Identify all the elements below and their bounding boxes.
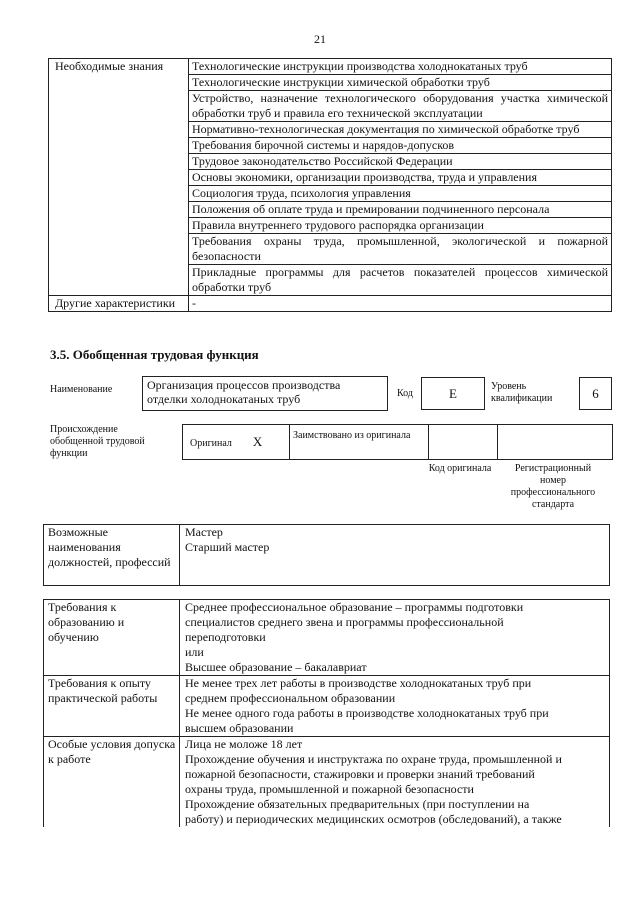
experience-label: Требования к опыту практической работы [44, 676, 180, 737]
requirement-line: Прохождение обучения и инструктажа по охране труда, промышленной и [185, 752, 562, 766]
borrowed-label: Заимствовано из оригинала [290, 425, 429, 460]
table-row [44, 676, 610, 737]
conditions-label: Особые условия допуска к работе [44, 737, 180, 828]
origin-original-cell [183, 425, 290, 460]
requirement-line: специалистов среднего звена и программы профессиональной [185, 615, 504, 629]
knowledge-item: Технологические инструкции производства холоднокатаных труб [189, 59, 612, 75]
education-label: Требования к образованию и обучению [44, 600, 180, 676]
knowledge-item: Трудовое законодательство Российской Федерации [189, 154, 612, 170]
section-title: 3.5. Обобщенная трудовая функция [50, 347, 259, 362]
education-value [180, 600, 610, 676]
requirement-line: Среднее профессиональное образование – программы подготовки [185, 600, 524, 614]
knowledge-item: Нормативно-технологическая документация по химической обработке труб [189, 122, 612, 138]
page-number: 21 [314, 32, 326, 46]
code-value: E [421, 377, 485, 410]
knowledge-label: Необходимые знания [49, 59, 189, 296]
requirement-line: Лица не моложе 18 лет [185, 737, 303, 751]
positions-values [180, 525, 610, 586]
other-label: Другие характеристики [49, 296, 189, 312]
requirement-line: или [185, 645, 204, 659]
position-name: Мастер [185, 525, 223, 539]
conditions-value [180, 737, 610, 828]
requirement-line: высшем образовании [185, 721, 294, 735]
knowledge-item: Технологические инструкции химической обработки труб [189, 75, 612, 91]
code-original-cell [429, 425, 498, 460]
original-mark: X [252, 434, 263, 449]
table-row [49, 296, 612, 312]
table-row [49, 59, 612, 75]
code-original-caption: Код оригинала [428, 463, 492, 474]
name-value: Организация процессов производства отделки холоднокатаных труб [142, 376, 388, 411]
level-value: 6 [579, 377, 612, 410]
knowledge-item: Основы экономики, организации производства, труда и управления [189, 170, 612, 186]
experience-value [180, 676, 610, 737]
knowledge-item: Требования бирочной системы и нарядов-допусков [189, 138, 612, 154]
table-row [44, 737, 610, 828]
original-label: Оригинал [190, 438, 232, 449]
requirement-line: среднем профессиональном образовании [185, 691, 396, 705]
name-label: Наименование [50, 384, 113, 395]
knowledge-item: Прикладные программы для расчетов показателей процессов химической обработки труб [189, 265, 612, 296]
requirement-line: Высшее образование – бакалавриат [185, 660, 367, 674]
origin-label: Происхождение обобщенной трудовой функции [50, 424, 145, 459]
table-row [44, 600, 610, 676]
level-label: Уровень квалификации [491, 381, 553, 404]
knowledge-item: Требования охраны труда, промышленной, экологической и пожарной безопасности [189, 234, 612, 265]
requirement-line: переподготовки [185, 630, 266, 644]
reg-number-cell [498, 425, 613, 460]
table-row [44, 525, 610, 586]
knowledge-item: Социология труда, психология управления [189, 186, 612, 202]
requirement-line: охраны труда, промышленной и пожарной безопасности [185, 782, 474, 796]
reg-number-caption: Регистрационный номер профессионального стандарта [510, 463, 596, 510]
requirement-line: пожарной безопасности, стажировки и проверки знаний требований [185, 767, 535, 781]
requirement-line: работу) и периодических медицинских осмотров (обследований), а также [185, 812, 562, 826]
table-row [183, 425, 613, 460]
positions-label: Возможные наименования должностей, профессий [44, 525, 180, 586]
origin-table [182, 424, 613, 460]
knowledge-table [48, 58, 612, 312]
knowledge-item: Положения об оплате труда и премировании подчиненного персонала [189, 202, 612, 218]
code-label: Код [397, 388, 413, 399]
knowledge-item: Устройство, назначение технологического оборудования участка химической обработки труб и правила его технической эксплуатации [189, 91, 612, 122]
position-name: Старший мастер [185, 540, 270, 554]
requirement-line: Не менее одного года работы в производстве холоднокатаных труб при [185, 706, 549, 720]
requirements-table [43, 599, 610, 827]
positions-table [43, 524, 610, 586]
requirement-line: Прохождение обязательных предварительных (при поступлении на [185, 797, 530, 811]
requirement-line: Не менее трех лет работы в производстве холоднокатаных труб при [185, 676, 532, 690]
other-value: - [189, 296, 612, 312]
knowledge-item: Правила внутреннего трудового распорядка организации [189, 218, 612, 234]
